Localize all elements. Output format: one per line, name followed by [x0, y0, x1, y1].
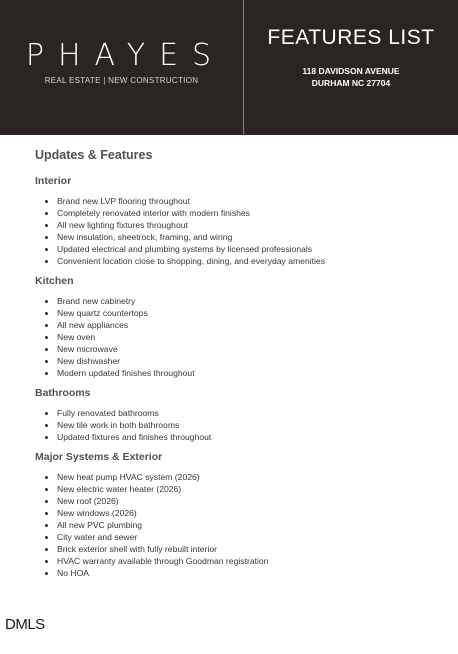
- section-title: Bathrooms: [35, 387, 91, 399]
- section-title: Interior: [35, 175, 72, 187]
- list-item: • HVAC warranty available through Goodman registration: [57, 555, 445, 567]
- list-item: • Completely renovated interior with modern finishes: [57, 207, 445, 219]
- list-item: • Updated fixtures and finishes throughout: [57, 431, 445, 443]
- list-item: • Brand new LVP flooring throughout: [57, 195, 445, 207]
- list-item: • New heat pump HVAC system (2026): [57, 471, 445, 483]
- features-content: [35, 148, 445, 587]
- list-item: • Modern updated finishes throughout: [57, 367, 445, 379]
- feature-list: [35, 295, 445, 379]
- list-item: • No HOA: [57, 567, 445, 579]
- list-item: • Updated electrical and plumbing systems by licensed professionals: [57, 243, 445, 255]
- feature-list: [35, 195, 445, 267]
- list-item: • New insulation, sheetrock, framing, and wiring: [57, 231, 445, 243]
- address-line-2: DURHAM NC 27704: [311, 78, 391, 88]
- list-item: • City water and sewer: [57, 531, 445, 543]
- list-item: • New quartz countertops: [57, 307, 445, 319]
- brand-logo: PHAYES: [25, 38, 226, 73]
- address-line-1: 118 DAVIDSON AVENUE: [302, 66, 400, 76]
- list-item: • Convenient location close to shopping, dining, and everyday amenities: [57, 255, 445, 267]
- list-item: • All new PVC plumbing: [57, 519, 445, 531]
- property-address: [244, 65, 458, 89]
- brand-tagline: REAL ESTATE | NEW CONSTRUCTION: [44, 76, 199, 85]
- feature-list: [35, 407, 445, 443]
- list-item: • Brick exterior shell with fully rebuilt interior: [57, 543, 445, 555]
- section-title: Kitchen: [35, 275, 74, 287]
- list-item: • Brand new cabinetry: [57, 295, 445, 307]
- page-title: Updates & Features: [35, 148, 153, 162]
- dmls-logo: DMLS: [5, 616, 45, 633]
- list-item: • Fully renovated bathrooms: [57, 407, 445, 419]
- list-item: • New dishwasher: [57, 355, 445, 367]
- list-item: • New electric water heater (2026): [57, 483, 445, 495]
- list-item: • New tile work in both bathrooms: [57, 419, 445, 431]
- list-item: • New roof (2026): [57, 495, 445, 507]
- features-list-title: FEATURES LIST: [267, 26, 435, 49]
- list-item: • New microwave: [57, 343, 445, 355]
- section-title: Major Systems & Exterior: [35, 451, 163, 463]
- section-container: [35, 175, 445, 579]
- list-item: • All new appliances: [57, 319, 445, 331]
- feature-list: [35, 471, 445, 579]
- list-item: • All new lighting fixtures throughout: [57, 219, 445, 231]
- list-item: • New windows (2026): [57, 507, 445, 519]
- list-item: • New oven: [57, 331, 445, 343]
